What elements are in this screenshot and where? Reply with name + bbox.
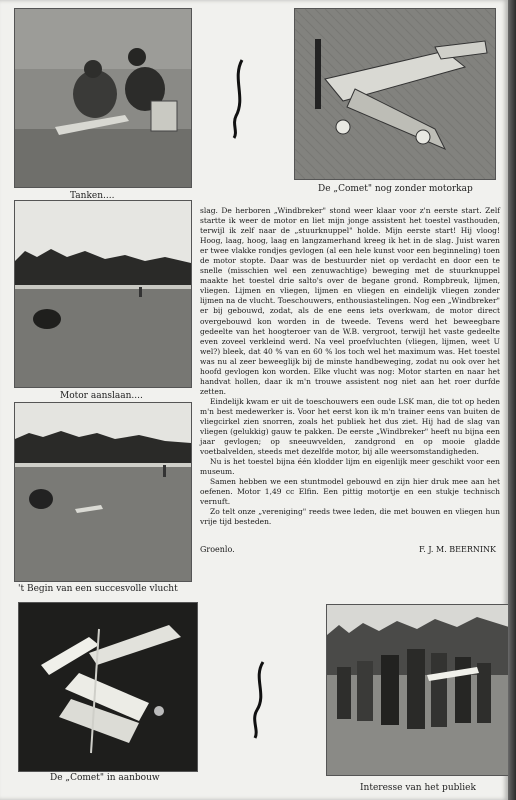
signature-place: Groenlo.: [200, 545, 235, 554]
photo-successful-flight: [14, 402, 192, 582]
photo-successful-flight-image: [15, 403, 191, 581]
article-paragraph: Nu is het toestel bijna één klodder lijm en eigenlijk meer geschikt voor een museum.: [200, 457, 500, 477]
photo-comet-construction: [18, 602, 198, 772]
photo-starting-motor-image: [15, 201, 191, 387]
decorative-swash-bottom: [247, 660, 271, 740]
photo-public-interest: [326, 604, 510, 776]
photo-refueling: [14, 8, 192, 188]
article-paragraph: Zo telt onze „vereniging" reeds twee leden, die met bouwen en vliegen hun vrije tijd besteden.: [200, 507, 500, 527]
article-body: [200, 206, 500, 528]
caption-successful-flight: 't Begin van een succesvolle vlucht: [18, 584, 178, 594]
photo-comet-construction-image: [19, 603, 197, 771]
article-paragraph: Eindelijk kwam er uit de toeschouwers een oude LSK man, die tot op heden m'n best medewerker is. Voor het eerst kon ik m'n trainer eens van buiten de vliegcirkel zien snorren, zoals het publiek het dus ziet. Hij had de slag van vliegen (gelukkig) gauw te pakken. De eerste „Windbreker" heeft nu bijna een jaar gevlogen; op sneeuwvelden, zandgrond en op mooie gladde voetbalvelden, steeds met dezelfde motor, bij alle weersomstandigheden.: [200, 396, 500, 457]
page-edge: [508, 0, 516, 800]
caption-comet-construction: De „Comet" in aanbouw: [50, 773, 160, 783]
photo-public-interest-image: [327, 605, 509, 775]
photo-starting-motor: [14, 200, 192, 388]
article-paragraph: slag. De herboren „Windbreker" stond weer klaar voor z'n eerste start. Zelf startte ik weer de motor en liet mijn jonge assistent het toestel vasthouden, terwijl ik zelf naar de „stuurknuppel" holde. Mijn eerste start! Hij vloog! Hoog, laag, hoog, laag en langzamerhand kreeg ik het in de slag. Juist waren er twee vlakke rondjes gevlogen (al een hele kunst voor een beginneling) toen de motor stopte. Daar was de bestuurder niet op verdacht en door een te snelle (misschien wel een zenuwachtige) beweging met de stuurknuppel maakte het toestel drie salto's over de begane grond. Rompbreuk, lijmen, vliegen. Lijmen en vliegen, lijmen en vliegen en eindelijk vliegen zonder lijmen na de vlucht. Toeschouwers, enthousiastelingen. Nog een „Windbreker" er bij gebouwd, zodat, als de ene eens iets overkwam, de motor direct overgebouwd kon worden in de tweede. Tevens werd het beweegbare gedeelte van het hoogteroer van de W.B. vergroot, terwijl het vaste gedeelte even zoveel verkleind werd. Na veel proefvluchten (vliegen, lijmen, weet U wel?) bleek, dat 40 % van en 60 % los toch wel het maximum was. Het toestel was nu al zeer beweeglijk bij de minste handbeweging, zodat nu ook over het hoofd gevlogen kon worden. Elke vlucht was nog: Motor starten en naar het handvat hollen, daar ik m'n trouwe assistent nog niet aan het roer durfde zetten.: [200, 206, 500, 396]
caption-refueling: Tanken....: [70, 191, 115, 201]
photo-comet-no-cowl-image: [295, 9, 495, 179]
decorative-swash-top: [228, 58, 250, 140]
photo-refueling-image: [15, 9, 191, 187]
caption-public-interest: Interesse van het publiek: [360, 783, 476, 793]
article-paragraph: Samen hebben we een stuntmodel gebouwd en zijn hier druk mee aan het oefenen. Motor 1,49 cc Elfin. Een pittig motortje en een stukje technisch vernuft.: [200, 477, 500, 507]
photo-comet-no-cowl: [294, 8, 496, 180]
caption-comet-no-cowl: De „Comet" nog zonder motorkap: [318, 184, 473, 194]
signature-author: F. J. M. BEERNINK: [418, 545, 496, 554]
caption-starting-motor: Motor aanslaan....: [60, 391, 143, 401]
